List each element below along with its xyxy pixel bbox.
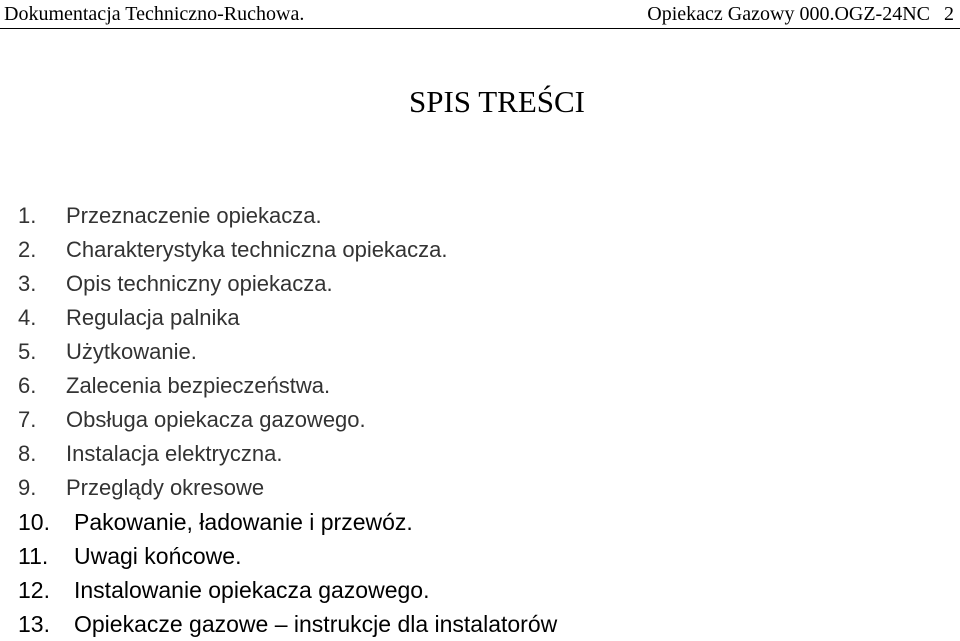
toc-item	[18, 437, 557, 471]
toc-item	[18, 505, 557, 539]
toc-item	[18, 471, 557, 505]
toc-item-label: Opiekacze gazowe – instrukcje dla instalatorów	[74, 611, 558, 637]
toc-item-label: Uwagi końcowe.	[74, 543, 242, 569]
toc-item-label: Obsługa opiekacza gazowego.	[66, 407, 366, 432]
toc-item	[18, 233, 557, 267]
toc-item-label: Zalecenia bezpieczeństwa.	[66, 373, 331, 398]
header-product-info	[647, 0, 954, 28]
toc-item-label: Pakowanie, ładowanie i przewóz.	[74, 509, 413, 535]
toc-item-number: 12.	[18, 577, 50, 603]
toc-item-label: Przeglądy okresowe	[66, 475, 265, 500]
toc-item-number: 2.	[18, 237, 37, 262]
toc-item	[18, 267, 557, 301]
toc-item-number: 10.	[18, 509, 50, 535]
toc-item	[18, 403, 557, 437]
toc-item-label: Instalacja elektryczna.	[66, 441, 283, 466]
toc-item	[18, 199, 557, 233]
page-number: 2	[944, 3, 954, 25]
toc-item-label: Charakterystyka techniczna opiekacza.	[66, 237, 448, 262]
toc-item-label: Przeznaczenie opiekacza.	[66, 203, 322, 228]
header-document-title: Dokumentacja Techniczno-Ruchowa.	[4, 3, 305, 25]
toc-item	[18, 607, 557, 641]
toc-item-number: 13.	[18, 611, 50, 637]
toc-item-number: 4.	[18, 305, 37, 330]
toc-item-label: Regulacja palnika	[66, 305, 240, 330]
toc-item	[18, 573, 557, 607]
toc-item-number: 9.	[18, 475, 37, 500]
toc-item-label: Użytkowanie.	[66, 339, 197, 364]
toc-item-number: 3.	[18, 271, 37, 296]
toc-item-number: 5.	[18, 339, 37, 364]
page-title: SPIS TREŚCI	[408, 84, 586, 119]
toc-item	[18, 301, 557, 335]
toc-item	[18, 369, 557, 403]
toc-item-label: Opis techniczny opiekacza.	[66, 271, 333, 296]
table-of-contents	[18, 199, 557, 641]
header-product-name: Opiekacz Gazowy 000.OGZ-24NC	[647, 3, 930, 25]
page-header	[0, 0, 960, 29]
toc-item	[18, 539, 557, 573]
toc-item-label: Instalowanie opiekacza gazowego.	[74, 577, 430, 603]
toc-item-number: 7.	[18, 407, 37, 432]
toc-item	[18, 335, 557, 369]
toc-item-number: 11.	[18, 543, 49, 569]
toc-item-number: 1.	[18, 203, 37, 228]
toc-item-number: 6.	[18, 373, 37, 398]
toc-item-number: 8.	[18, 441, 37, 466]
